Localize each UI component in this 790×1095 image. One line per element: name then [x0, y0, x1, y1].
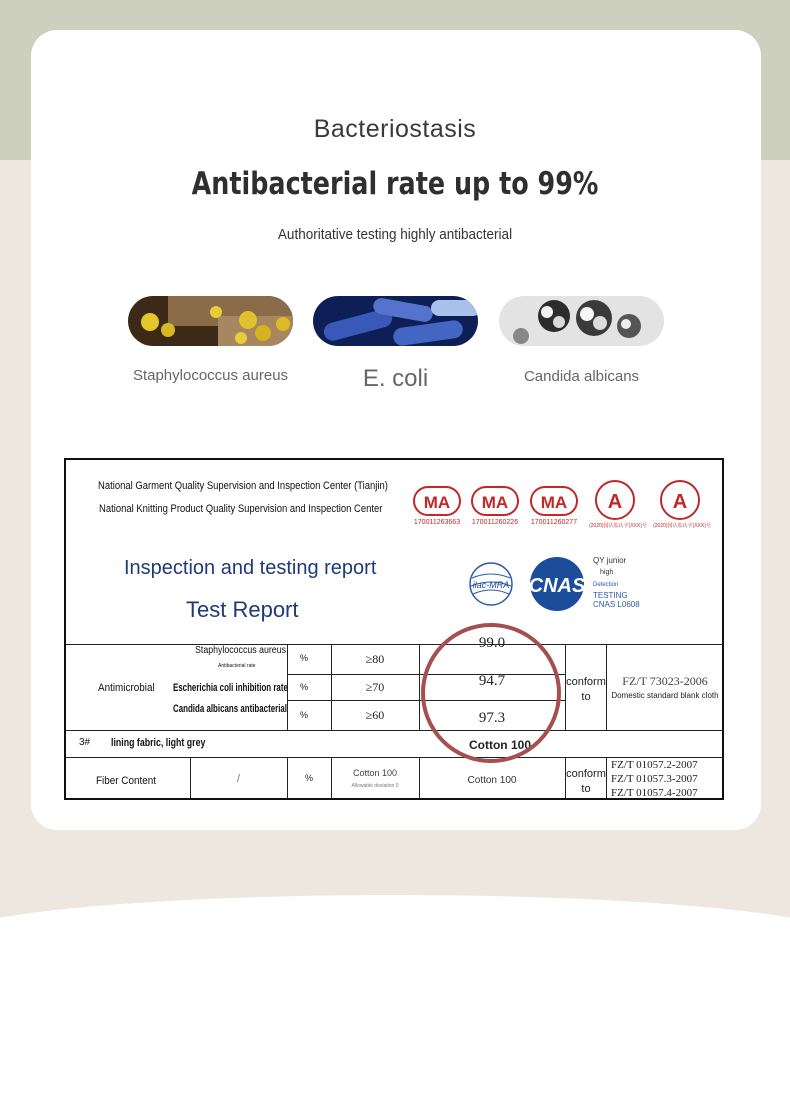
- ma-logo-1: [413, 486, 461, 516]
- ma-logo-2: [471, 486, 519, 516]
- cnas-side-5: CNAS L0608: [593, 600, 640, 609]
- sample-number: 3#: [79, 737, 91, 748]
- report-title-1: Inspection and testing report: [124, 557, 377, 579]
- ma-number-1: 170011263663: [413, 519, 461, 526]
- cal-logo-1: [593, 480, 637, 524]
- fiber-value: Cotton 100: [352, 768, 398, 778]
- result-2: 94.7: [478, 673, 506, 689]
- cnas-side-4: TESTING: [593, 591, 628, 600]
- fiber-result: Cotton 100: [467, 775, 517, 786]
- unit-2: %: [300, 682, 309, 692]
- section-title: Bacteriostasis: [313, 115, 477, 143]
- cnas-side-3: Detection: [593, 582, 619, 588]
- requirement-1: ≥80: [365, 652, 385, 666]
- ma-logo-text: MA: [481, 493, 509, 512]
- report-title-2: Test Report: [186, 597, 299, 622]
- fiber-standard-2: FZ/T 01057.3-2007: [611, 773, 698, 785]
- fiber-note: Allowable deviation 0: [351, 783, 399, 789]
- requirement-2: ≥70: [365, 680, 385, 694]
- bacteria-label-ecoli: E. coli: [362, 365, 429, 392]
- sample-description: lining fabric, light grey: [111, 737, 206, 749]
- item-antibacterial-rate: Antibacterial rate: [218, 663, 256, 669]
- item-candida: Candida albicans antibacterial: [173, 703, 288, 715]
- ma-number-2: 170011260226: [471, 519, 519, 526]
- item-ecoli: Escherichia coli inhibition rate: [173, 682, 288, 694]
- row-antimicrobial: Antimicrobial: [98, 682, 155, 694]
- ilac-text: ilac-MRA: [472, 580, 510, 590]
- cnas-logo: [526, 556, 588, 612]
- fiber-standard-3: FZ/T 01057.4-2007: [611, 787, 698, 799]
- e-coli-image: [313, 296, 478, 346]
- fiber-requirement: /: [236, 773, 241, 785]
- requirement-3: ≥60: [365, 708, 385, 722]
- sample-result: Cotton 100: [468, 738, 531, 752]
- svg-text:A: A: [672, 491, 688, 513]
- cal-logo-2: [658, 480, 702, 524]
- table-line: [66, 757, 723, 758]
- verdict-fiber: conform to: [566, 768, 606, 795]
- report-center-2: National Knitting Product Quality Supervision and Inspection Center: [99, 503, 383, 515]
- ma-number-3: 170011260277: [530, 519, 578, 526]
- fiber-unit: %: [304, 773, 313, 783]
- cal-note-1: (2020)国认监认字(XXX)号: [589, 523, 647, 529]
- standard-note: Domestic standard blank cloth: [611, 691, 719, 700]
- bacteria-label-staph: Staphylococcus aureus: [132, 367, 289, 384]
- subtitle: Authoritative testing highly antibacterial: [277, 226, 513, 243]
- table-line: [66, 730, 723, 731]
- verdict-antimicrobial: conform to: [566, 676, 606, 703]
- cnas-text: CNAS: [528, 575, 586, 597]
- result-3: 97.3: [478, 710, 506, 726]
- fiber-content-label: Fiber Content: [96, 775, 156, 787]
- ma-logo-text: MA: [540, 493, 568, 512]
- table-line: [606, 757, 607, 799]
- cnas-side-2: high: [600, 569, 614, 576]
- candida-image: [499, 296, 664, 346]
- svg-text:A: A: [607, 491, 623, 513]
- background-bottom-curve: [0, 895, 790, 1095]
- cal-note-2: (2020)国认监认字(XXX)号: [653, 523, 711, 529]
- ma-logo-text: MA: [423, 493, 451, 512]
- cnas-side-1: QY junior: [593, 556, 627, 565]
- item-staph: Staphylococcus aureus: [195, 645, 286, 656]
- headline: Antibacterial rate up to 99%: [191, 166, 599, 202]
- ma-logo-3: [530, 486, 578, 516]
- bacteria-label-candida: Candida albicans: [523, 368, 640, 385]
- unit-3: %: [300, 710, 309, 720]
- staphylococcus-image: [128, 296, 293, 346]
- fiber-standard-1: FZ/T 01057.2-2007: [611, 759, 698, 771]
- table-line: [331, 757, 332, 799]
- standard: FZ/T 73023-2006: [622, 674, 708, 688]
- unit-1: %: [300, 653, 309, 663]
- result-1: 99.0: [478, 635, 506, 651]
- report-center-1: National Garment Quality Supervision and Inspection Center (Tianjin): [98, 480, 388, 492]
- highlight-circle: [421, 623, 561, 763]
- table-line: [66, 644, 723, 645]
- ilac-mra-logo: [468, 558, 514, 610]
